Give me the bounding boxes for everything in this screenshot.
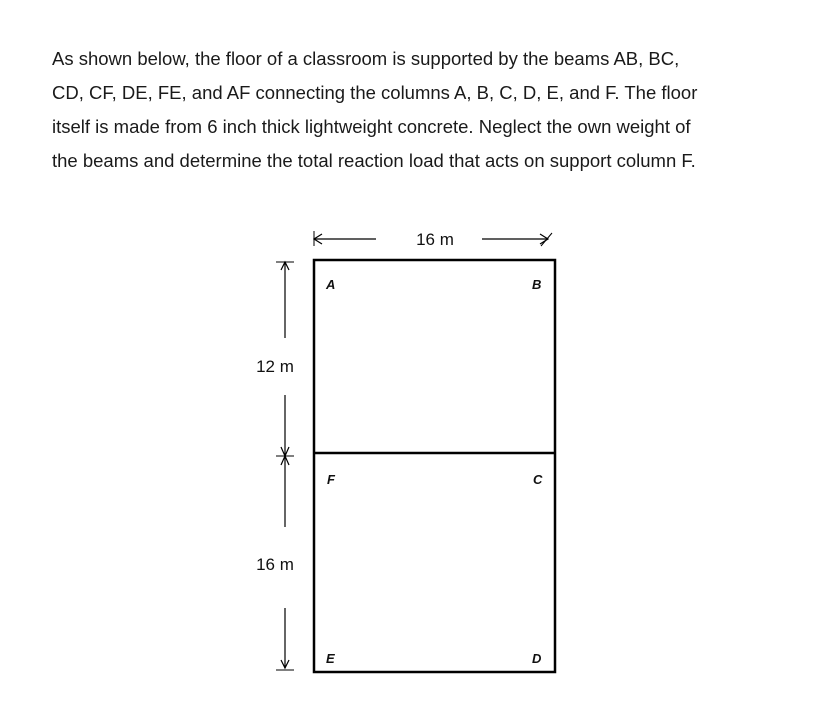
upper-height-label: 12 m <box>256 357 294 376</box>
node-e-label: E <box>326 651 335 666</box>
height-dimension <box>276 262 294 670</box>
floor-outline <box>314 260 555 672</box>
node-c-label: C <box>533 472 543 487</box>
node-a-label: A <box>326 277 336 292</box>
node-b-label: B <box>532 277 542 292</box>
lower-height-label: 16 m <box>256 555 294 574</box>
width-label: 16 m <box>416 230 454 249</box>
problem-line-1: As shown below, the floor of a classroom is supported by the beams AB, BC, <box>52 48 680 69</box>
problem-line-2: CD, CF, DE, FE, and AF connecting the columns A, B, C, D, E, and F. The floor <box>52 82 698 103</box>
problem-line-3: itself is made from 6 inch thick lightweight concrete. Neglect the own weight of <box>52 116 691 137</box>
node-f-label: F <box>327 472 335 487</box>
node-d-label: D <box>532 651 542 666</box>
problem-line-4: the beams and determine the total reaction load that acts on support column F. <box>52 150 696 171</box>
